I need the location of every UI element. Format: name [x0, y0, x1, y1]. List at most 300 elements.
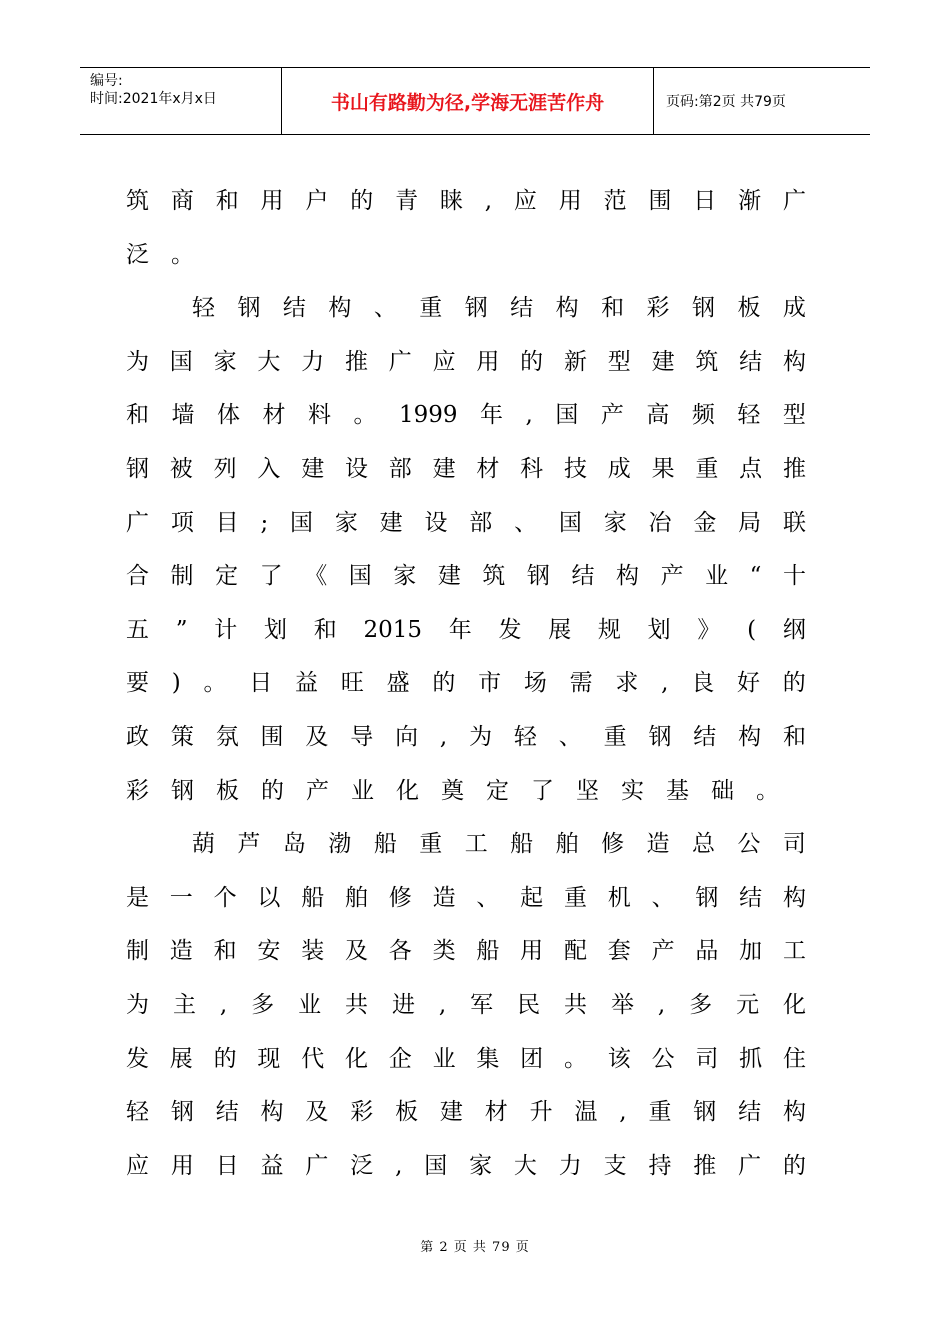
text-char: 代	[301, 1045, 325, 1072]
text-char: 国	[558, 509, 582, 536]
text-char: 持	[648, 1152, 672, 1179]
text-char: 总	[691, 831, 715, 858]
text-char: 大	[257, 348, 281, 375]
text-char: 造	[646, 831, 670, 858]
text-char: 基	[666, 777, 689, 804]
text-char: 氛	[215, 723, 239, 750]
text-char: 型	[782, 402, 806, 429]
text-char: 构	[782, 348, 806, 375]
text-char: 冶	[648, 509, 672, 536]
text-char: 泛	[126, 241, 149, 268]
text-char: 该	[607, 1045, 631, 1072]
text-char: 国	[169, 348, 193, 375]
text-char: 家	[213, 348, 237, 375]
text-char: 结	[510, 295, 534, 322]
text-char: 舶	[344, 884, 368, 911]
text-char: 设	[344, 455, 368, 482]
text-char: 业	[432, 1045, 456, 1072]
text-char: 及	[305, 1099, 329, 1126]
text-char: 的	[213, 1045, 237, 1072]
text-char: 要	[126, 670, 149, 697]
text-char: 部	[469, 509, 493, 536]
text-char: 轻	[126, 1099, 149, 1126]
text-char: 军	[470, 991, 494, 1018]
document-body	[126, 175, 806, 1193]
text-char: 导	[350, 723, 374, 750]
text-char: 葫	[192, 831, 215, 858]
text-char: 》	[697, 616, 721, 643]
text-char: 个	[213, 884, 237, 911]
text-line	[126, 175, 806, 229]
text-char: 局	[738, 509, 762, 536]
text-char: 划	[263, 616, 287, 643]
text-char: 青	[395, 188, 419, 214]
text-char: 广	[126, 509, 149, 536]
text-char: 建	[432, 455, 456, 482]
text-char: ,	[661, 670, 669, 697]
text-char: 彩	[646, 295, 670, 322]
text-char: ”	[175, 616, 188, 643]
text-char: 应	[432, 348, 456, 375]
text-char: 安	[257, 938, 281, 965]
text-char: 家	[603, 509, 627, 536]
text-char: 设	[424, 509, 448, 536]
text-char: 重	[603, 723, 627, 750]
text-char: 钢	[648, 723, 672, 750]
text-char: 工	[464, 831, 488, 858]
text-char: 重	[695, 455, 719, 482]
text-char: 共	[345, 991, 368, 1018]
text-char: 国	[348, 563, 372, 590]
text-char: 力	[558, 1152, 582, 1179]
text-char: 钢	[695, 884, 719, 911]
text-char: 合	[126, 563, 149, 590]
text-char: 产	[651, 938, 675, 965]
text-char: 装	[301, 938, 325, 965]
text-line	[126, 657, 806, 711]
text-char: 、	[558, 723, 582, 750]
text-char: 业	[705, 563, 729, 590]
text-char: 、	[514, 509, 538, 536]
text-char: 果	[651, 455, 675, 482]
text-char: 实	[621, 777, 644, 804]
text-char: 温	[574, 1099, 598, 1126]
text-char: 墙	[171, 402, 195, 429]
text-char: 坚	[576, 777, 599, 804]
text-char: 盛	[386, 670, 410, 697]
text-char: 成	[607, 455, 631, 482]
text-char: 日	[215, 1152, 239, 1179]
text-char: 广	[782, 188, 806, 214]
text-char: 家	[393, 563, 417, 590]
text-char: 钢	[693, 1099, 717, 1126]
text-char: 、	[476, 884, 500, 911]
text-char: 好	[737, 670, 761, 697]
text-char: ,	[619, 1099, 627, 1126]
text-char: 建	[437, 563, 461, 590]
text-char: 推	[344, 348, 368, 375]
text-char: 重	[419, 295, 443, 322]
text-char: 司	[782, 831, 806, 858]
text-char: 多	[689, 991, 713, 1018]
text-char: 板	[216, 777, 239, 804]
text-char: 型	[607, 348, 631, 375]
text-char: 元	[736, 991, 760, 1018]
text-char: 集	[476, 1045, 500, 1072]
text-char: 轻	[192, 295, 215, 322]
text-char: 业	[351, 777, 374, 804]
text-char: 构	[555, 295, 579, 322]
text-run: 2015	[363, 616, 422, 643]
header-meta	[80, 68, 282, 134]
text-char: 益	[295, 670, 319, 697]
text-char: 材	[262, 402, 286, 429]
text-char: 彩	[126, 777, 149, 804]
text-char: 年	[448, 616, 472, 643]
text-char: 岛	[282, 831, 306, 858]
text-char: 场	[523, 670, 547, 697]
text-run: 1999	[399, 402, 458, 429]
text-char: 。	[353, 402, 377, 429]
text-char: )	[171, 670, 181, 697]
text-char: 科	[520, 455, 544, 482]
text-char: 结	[739, 884, 763, 911]
text-char: 及	[344, 938, 368, 965]
text-char: 制	[170, 563, 194, 590]
text-char: 套	[607, 938, 631, 965]
text-char: 企	[388, 1045, 412, 1072]
text-char: 础	[711, 777, 734, 804]
text-line	[126, 550, 806, 604]
text-char: 的	[520, 348, 544, 375]
text-char: 成	[782, 295, 806, 322]
text-char: 舶	[555, 831, 579, 858]
text-char: 渤	[328, 831, 352, 858]
text-char: 品	[695, 938, 719, 965]
text-char: 芦	[237, 831, 261, 858]
text-char: (	[747, 616, 757, 643]
text-char: 构	[782, 1099, 806, 1126]
text-char: 年	[480, 402, 504, 429]
text-char: 彩	[350, 1099, 374, 1126]
text-char: 重	[563, 884, 587, 911]
text-char: 化	[783, 991, 806, 1018]
text-char: 进	[391, 991, 415, 1018]
text-char: 。	[563, 1045, 587, 1072]
text-char: 政	[126, 723, 149, 750]
text-char: 制	[126, 938, 149, 965]
text-char: 的	[350, 188, 374, 214]
text-char: 点	[739, 455, 763, 482]
text-char: 钢	[171, 777, 194, 804]
text-char: 造	[432, 884, 456, 911]
text-char: 结	[738, 1099, 762, 1126]
text-char: 力	[301, 348, 325, 375]
text-char: 广	[738, 1152, 762, 1179]
text-char: 渐	[738, 188, 762, 214]
text-char: 筑	[126, 188, 149, 214]
text-char: 策	[170, 723, 194, 750]
text-char: 应	[126, 1152, 149, 1179]
text-char: 构	[782, 884, 806, 911]
text-char: 为	[126, 991, 149, 1018]
text-char: 是	[126, 884, 149, 911]
header-page-info: 页码:第2页 共79页	[666, 94, 786, 110]
text-char: 和	[601, 295, 625, 322]
text-char: 化	[344, 1045, 368, 1072]
text-char: 船	[301, 884, 325, 911]
text-char: 材	[484, 1099, 508, 1126]
text-line	[126, 925, 806, 979]
text-char: 机	[607, 884, 631, 911]
text-char: 定	[486, 777, 509, 804]
text-char: ,	[657, 991, 666, 1018]
text-char: 构	[328, 295, 352, 322]
text-char: 家	[469, 1152, 493, 1179]
text-char: 围	[260, 723, 284, 750]
text-char: 轻	[737, 402, 761, 429]
text-char: 技	[563, 455, 587, 482]
text-line	[126, 1033, 806, 1087]
text-char: 修	[388, 884, 412, 911]
text-char: 住	[782, 1045, 806, 1072]
text-char: 睐	[439, 188, 463, 214]
text-char: 团	[520, 1045, 544, 1072]
text-char: 钢	[691, 295, 715, 322]
text-char: 船	[373, 831, 397, 858]
text-char: 纲	[782, 616, 806, 643]
text-char: 和	[782, 723, 806, 750]
text-char: 目	[215, 509, 239, 536]
text-char: 金	[693, 509, 717, 536]
text-char: 五	[126, 616, 149, 643]
text-char: 司	[695, 1045, 719, 1072]
text-char: 各	[388, 938, 412, 965]
text-line	[126, 336, 806, 390]
text-char: 钢	[126, 455, 149, 482]
text-line	[126, 443, 806, 497]
text-char: 用	[170, 1152, 194, 1179]
text-char: 发	[126, 1045, 149, 1072]
text-char: 。	[203, 670, 227, 697]
text-char: 列	[213, 455, 237, 482]
text-char: 配	[563, 938, 587, 965]
text-char: 旺	[340, 670, 364, 697]
text-line	[126, 229, 806, 283]
text-char: 、	[651, 884, 675, 911]
text-char: 新	[563, 348, 587, 375]
time-label: 时间:2021年x月x日	[90, 91, 217, 107]
text-char: 民	[517, 991, 541, 1018]
text-char: 推	[782, 455, 806, 482]
text-char: ;	[260, 509, 269, 536]
text-char: 一	[169, 884, 193, 911]
page-footer: 第 2 页 共 79 页	[420, 1240, 530, 1255]
text-char: 钢	[526, 563, 550, 590]
text-char: ,	[395, 1152, 403, 1179]
text-char: 展	[548, 616, 572, 643]
text-line	[126, 604, 806, 658]
text-char: 结	[693, 723, 717, 750]
text-char: 筑	[695, 348, 719, 375]
text-char: 业	[298, 991, 322, 1018]
text-char: 升	[529, 1099, 553, 1126]
text-char: 和	[126, 402, 149, 429]
text-char: 以	[257, 884, 281, 911]
text-char: 化	[396, 777, 419, 804]
text-char: 广	[305, 1152, 329, 1179]
text-char: 工	[782, 938, 806, 965]
text-char: 结	[215, 1099, 239, 1126]
text-line	[126, 1086, 806, 1140]
text-char: 奠	[441, 777, 464, 804]
text-char: 泛	[350, 1152, 374, 1179]
text-char: 多	[251, 991, 275, 1018]
text-char: ,	[219, 991, 228, 1018]
text-char: 了	[531, 777, 554, 804]
text-char: 板	[737, 295, 761, 322]
text-char: 家	[334, 509, 358, 536]
header-motto: 书山有路勤为径,学海无涯苦作舟	[282, 68, 654, 134]
text-char: 结	[282, 295, 306, 322]
text-char: 高	[646, 402, 670, 429]
text-char: 国	[424, 1152, 448, 1179]
text-char: 体	[217, 402, 240, 429]
text-char: 公	[651, 1045, 675, 1072]
text-char: 重	[419, 831, 443, 858]
text-char: 日	[249, 670, 273, 697]
text-char: 和	[213, 938, 237, 965]
text-char: 益	[260, 1152, 284, 1179]
text-line	[126, 979, 806, 1033]
text-char: 抓	[739, 1045, 763, 1072]
text-char: 规	[597, 616, 621, 643]
text-char: 现	[257, 1045, 281, 1072]
text-char: 为	[469, 723, 493, 750]
text-char: 围	[648, 188, 672, 214]
text-char: 用	[476, 348, 500, 375]
text-char: 市	[478, 670, 502, 697]
text-char: 建	[379, 509, 403, 536]
text-char: 类	[432, 938, 456, 965]
text-char: 被	[169, 455, 193, 482]
text-char: 建	[439, 1099, 463, 1126]
text-char: 向	[395, 723, 419, 750]
text-char: 共	[564, 991, 587, 1018]
text-char: 求	[615, 670, 639, 697]
text-char: 国	[290, 509, 313, 536]
text-char: 用	[558, 188, 582, 214]
text-char: 推	[693, 1152, 717, 1179]
text-char: 用	[260, 188, 284, 214]
text-char: 的	[782, 1152, 806, 1179]
text-char: 筑	[482, 563, 506, 590]
text-line	[126, 711, 806, 765]
text-char: 主	[172, 991, 196, 1018]
text-char: 起	[520, 884, 544, 911]
text-char: 展	[169, 1045, 193, 1072]
text-char: 和	[215, 188, 239, 214]
text-char: ,	[525, 402, 533, 429]
number-label: 编号:	[90, 73, 123, 89]
text-char: 钢	[170, 1099, 194, 1126]
text-char: 船	[476, 938, 500, 965]
text-char: 结	[739, 348, 763, 375]
text-char: 及	[305, 723, 329, 750]
text-char: 划	[647, 616, 671, 643]
text-char: 为	[126, 348, 149, 375]
text-char: 发	[498, 616, 522, 643]
text-char: 定	[215, 563, 239, 590]
text-char: 的	[261, 777, 284, 804]
page-header	[80, 67, 870, 135]
text-char: 结	[571, 563, 595, 590]
text-char: 了	[259, 563, 283, 590]
text-char: 料	[308, 402, 331, 429]
text-char: 公	[737, 831, 761, 858]
text-char: 构	[738, 723, 762, 750]
text-char: 频	[691, 402, 715, 429]
text-char: 支	[603, 1152, 627, 1179]
text-char: 用	[520, 938, 544, 965]
text-char: 钢	[464, 295, 488, 322]
text-line	[126, 1140, 806, 1194]
text-char: ,	[438, 991, 447, 1018]
text-char: 范	[603, 188, 627, 214]
text-char: ,	[484, 188, 493, 214]
text-char: 建	[651, 348, 675, 375]
text-char: 十	[782, 563, 806, 590]
text-char: 的	[432, 670, 456, 697]
text-char: 钢	[237, 295, 261, 322]
text-char: 《	[304, 563, 328, 590]
text-char: 加	[739, 938, 763, 965]
text-char: 产	[660, 563, 684, 590]
text-char: 重	[648, 1099, 672, 1126]
text-char: 入	[257, 455, 281, 482]
text-char: 大	[513, 1152, 537, 1179]
text-line	[126, 765, 806, 819]
text-char: 构	[260, 1099, 284, 1126]
text-char: 项	[170, 509, 194, 536]
text-char: 造	[169, 938, 193, 965]
text-char: 。	[171, 241, 194, 268]
text-line	[126, 818, 806, 872]
text-line	[126, 497, 806, 551]
text-char: 构	[616, 563, 640, 590]
text-char: 日	[693, 188, 717, 214]
text-char: 修	[601, 831, 625, 858]
text-line	[126, 282, 806, 336]
text-char: 的	[782, 670, 806, 697]
text-char: 和	[313, 616, 337, 643]
text-char: 良	[691, 670, 715, 697]
text-line	[126, 872, 806, 926]
text-char: 、	[373, 295, 397, 322]
text-line	[126, 389, 806, 443]
text-char: 板	[395, 1099, 419, 1126]
text-char: 材	[476, 455, 500, 482]
text-char: 广	[388, 348, 412, 375]
text-char: 产	[600, 402, 624, 429]
text-char: “	[749, 563, 762, 590]
text-char: 产	[306, 777, 329, 804]
text-char: 轻	[513, 723, 537, 750]
text-char: 举	[610, 991, 634, 1018]
text-char: 户	[305, 188, 329, 214]
text-char: 部	[388, 455, 412, 482]
text-char: 国	[555, 402, 579, 429]
